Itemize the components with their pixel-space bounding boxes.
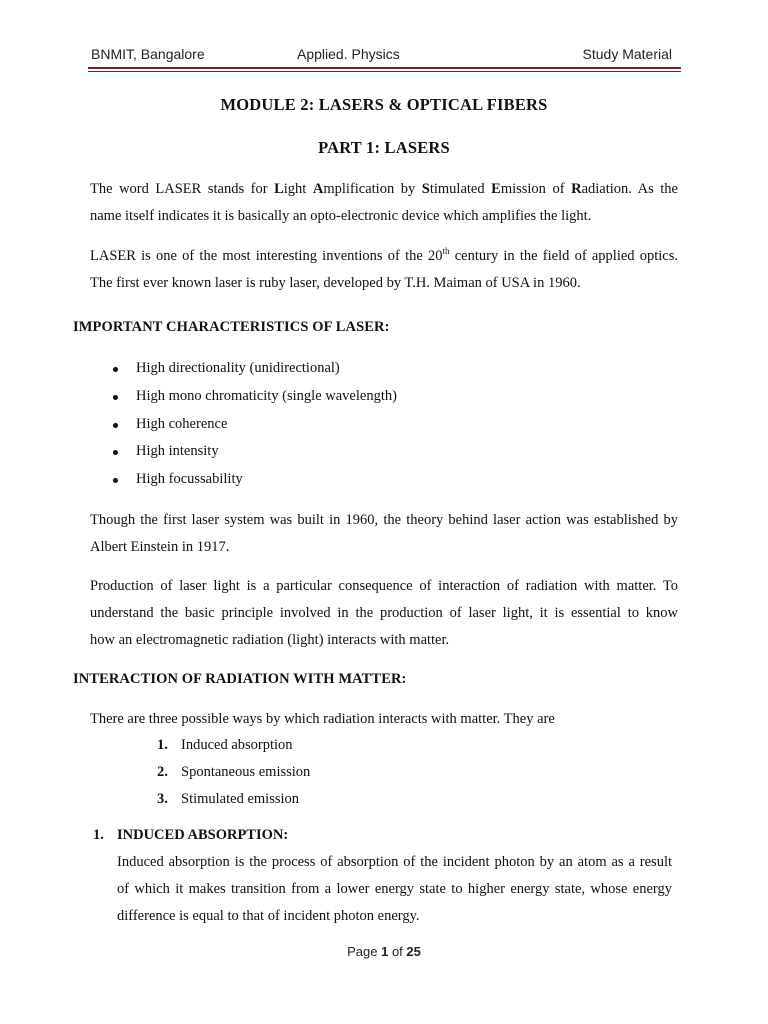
intro-line-1: The word LASER stands for Light Amplification by Stimulated Emission of Radiation. As the bbox=[90, 181, 678, 197]
page-number: Page 1 of 25 bbox=[347, 944, 421, 959]
production-line-3: how an electromagnetic radiation (light) interacts with matter. bbox=[90, 632, 450, 648]
module-title: MODULE 2: LASERS & OPTICAL FIBERS bbox=[220, 95, 548, 114]
induced-absorption-heading: 1. INDUCED ABSORPTION: bbox=[93, 827, 289, 843]
list-item: High intensity bbox=[110, 438, 397, 466]
bullet-icon bbox=[113, 395, 118, 400]
intro-paragraph bbox=[90, 176, 678, 230]
header-institution: BNMIT, Bangalore bbox=[91, 46, 205, 62]
header-doc-type: Study Material bbox=[582, 46, 672, 62]
list-item: High focussability bbox=[110, 466, 397, 494]
list-item: 2. Spontaneous emission bbox=[157, 764, 311, 780]
list-item: 3. Stimulated emission bbox=[157, 791, 300, 807]
induced-line-1: Induced absorption is the process of absorption of the incident photon by an atom as a result bbox=[117, 854, 672, 870]
interaction-heading: INTERACTION OF RADIATION WITH MATTER: bbox=[73, 671, 407, 687]
production-line-1: Production of laser light is a particular consequence of interaction of radiation with matter. To bbox=[90, 578, 678, 594]
interaction-list bbox=[157, 732, 310, 813]
bullet-icon bbox=[113, 450, 118, 455]
invention-line-2: The first ever known laser is ruby laser, developed by T.H. Maiman of USA in 1960. bbox=[90, 275, 581, 291]
bullet-icon bbox=[113, 423, 118, 428]
bullet-icon bbox=[113, 478, 118, 483]
invention-line-1: LASER is one of the most interesting inventions of the 20th century in the field of applied optics. bbox=[90, 246, 679, 264]
header-rule-thin bbox=[88, 71, 681, 72]
induced-absorption-paragraph bbox=[117, 849, 672, 930]
intro-line-2: name itself indicates it is basically an opto-electronic device which amplifies the light. bbox=[90, 208, 592, 224]
production-line-2: understand the basic principle involved in the production of laser light, it is essential to know bbox=[90, 605, 678, 621]
induced-line-2: of which it makes transition from a lower energy state to higher energy state, whose energy bbox=[117, 881, 672, 897]
interaction-intro: There are three possible ways by which radiation interacts with matter. They are bbox=[90, 711, 555, 727]
induced-line-3: difference is equal to that of incident photon energy. bbox=[117, 908, 420, 924]
einstein-paragraph bbox=[90, 507, 678, 561]
header-subject: Applied. Physics bbox=[297, 46, 400, 62]
characteristics-heading: IMPORTANT CHARACTERISTICS OF LASER: bbox=[73, 319, 390, 335]
list-item: High directionality (unidirectional) bbox=[110, 355, 397, 383]
invention-paragraph bbox=[90, 243, 678, 297]
list-item: High mono chromaticity (single wavelength) bbox=[110, 383, 397, 411]
list-item: High coherence bbox=[110, 411, 397, 439]
list-item: 1. Induced absorption bbox=[157, 737, 293, 753]
part-title: PART 1: LASERS bbox=[318, 138, 450, 157]
bullet-icon bbox=[113, 367, 118, 372]
einstein-line-1: Though the first laser system was built in 1960, the theory behind laser action was established by bbox=[90, 512, 678, 528]
header-rule-thick bbox=[88, 67, 681, 69]
production-paragraph bbox=[90, 573, 678, 654]
characteristics-list bbox=[110, 355, 397, 494]
einstein-line-2: Albert Einstein in 1917. bbox=[90, 539, 230, 555]
